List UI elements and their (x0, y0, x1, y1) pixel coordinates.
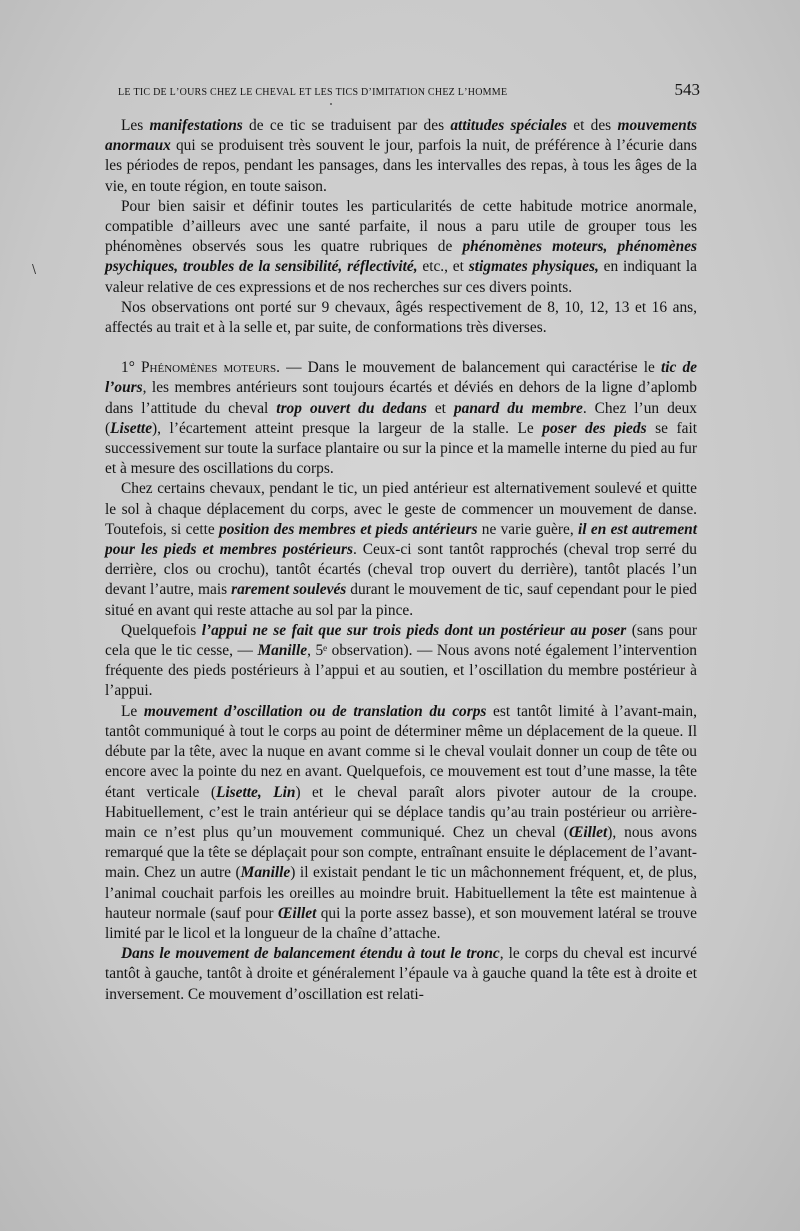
paragraph-pied-anterieur: Chez certains chevaux, pendant le tic, un pied antérieur est alternativement soulevé et quitte le sol à chaque déplacement du corps, avec le geste de commencer un mouvement de danse. Toutefois, si cette position des membres et pieds antérieurs ne varie guère, il en est autrement pour les pieds et membres postérieurs. Ceux-ci sont tantôt rapprochés (cheval trop serré du derrière, clos ou crochu), tantôt écartés (cheval trop ouvert du derrière), tantôt placés l’un devant l’autre, mais rarement soulevés durant le mouvement de tic, sauf cependant pour le pied situé en avant qui reste attache au sol par la pince. (105, 480, 697, 619)
section-heading: Phénomènes moteurs (141, 359, 277, 377)
paragraph-manifestations: Les manifestations de ce tic se traduisent par des attitudes spéciales et des mouvements anormaux qui se produisent très souvent le jour, parfois la nuit, de préférence à l’écurie dans les périodes de repos, pendant les pansages, dans les intervalles des repas, à tous les âges de la vie, en toute région, en toute saison. (105, 117, 697, 195)
paragraph-balancement: Dans le mouvement de balancement étendu à tout le tronc, le corps du cheval est incurvé tantôt à gauche, tantôt à droite et généralement l’épaule va à gauche quand la tête est à droite et inversement. Ce mouvement d’oscillation est relati- (105, 945, 697, 1003)
paragraph-oscillation: Le mouvement d’oscillation ou de translation du corps est tantôt limité à l’avant-main, tantôt communiqué à tout le corps au point de déterminer même un déplacement de la queue. Il débute par la tête, avec la nuque en avant comme si le cheval voulait donner un coup de tête ou encore avec la pointe du nez en avant. Quelquefois, ce mouvement est tout d’une masse, la tête étant verticale (Lisette, Lin) et le cheval paraît alors pivoter autour de la croupe. Habituellement, c’est le train antérieur qui se déplace tandis qu’au train postérieur ou arrière-main ce n’est plus qu’un mouvement communiqué. Chez un cheval (Œillet), nous avons remarqué que la tête se déplaçait pour son compte, entraînant ensuite le déplacement de l’avant-main. Chez un autre (Manille) il existait pendant le tic un mâchonnement fréquent, et, de plus, l’animal couchait parfois les oreilles au moindre bruit. Habituellement la tête est maintenue à hauteur normale (sauf pour Œillet qui la porte assez basse), et son mouvement latéral se trouve limité par le licol et la longueur de la chaîne d’attache. (105, 702, 697, 942)
body-text (105, 116, 697, 1005)
paragraph-rubriques: Pour bien saisir et définir toutes les particularités de cette habitude motrice anormale, compatible d’ailleurs avec une santé parfaite, il nous a paru utile de grouper tous les phénomènes observés sous les quatre rubriques de phénomènes moteurs, phénomènes psychiques, troubles de la sensibilité, réflectivité, etc., et stigmates physiques, en indiquant la valeur relative de ces expressions et de nos recherches sur ces divers points. (105, 197, 697, 296)
page-number: 543 (674, 80, 700, 99)
running-title: le tic de l’ours chez le cheval et les tics d’imitation chez l’homme (118, 83, 508, 99)
running-head (118, 80, 700, 100)
paragraph-observations: Nos observations ont porté sur 9 chevaux, âgés respectivement de 8, 10, 12, 13 et 16 ans, affectés au trait et à la selle et, par suite, de conformations très diverses. (105, 298, 697, 337)
margin-mark: \ (32, 262, 37, 276)
paragraph-appui: Quelquefois l’appui ne se fait que sur trois pieds dont un postérieur au poser (sans pour cela que le tic cesse, — Manille, 5ᵉ observation). — Nous avons noté également l’intervention fréquente des pieds postérieurs à l’appui et au soutien, et l’oscillation du membre postérieur à l’appui. (105, 621, 697, 700)
paragraph-phenomenes-moteurs: 1° Phénomènes moteurs. — Dans le mouvement de balancement qui caractérise le tic de l’ours, les membres antérieurs sont toujours écartés et déviés en dehors de la ligne d’aplomb dans l’attitude du cheval trop ouvert du dedans et panard du membre. Chez l’un deux (Lisette), l’écartement atteint presque la largeur de la stalle. Le poser des pieds se fait successivement sur toute la surface plantaire ou sur la pince et la mamelle interne du pied au fur et à mesure des oscillations du corps. (105, 359, 697, 478)
print-speck (330, 103, 332, 105)
